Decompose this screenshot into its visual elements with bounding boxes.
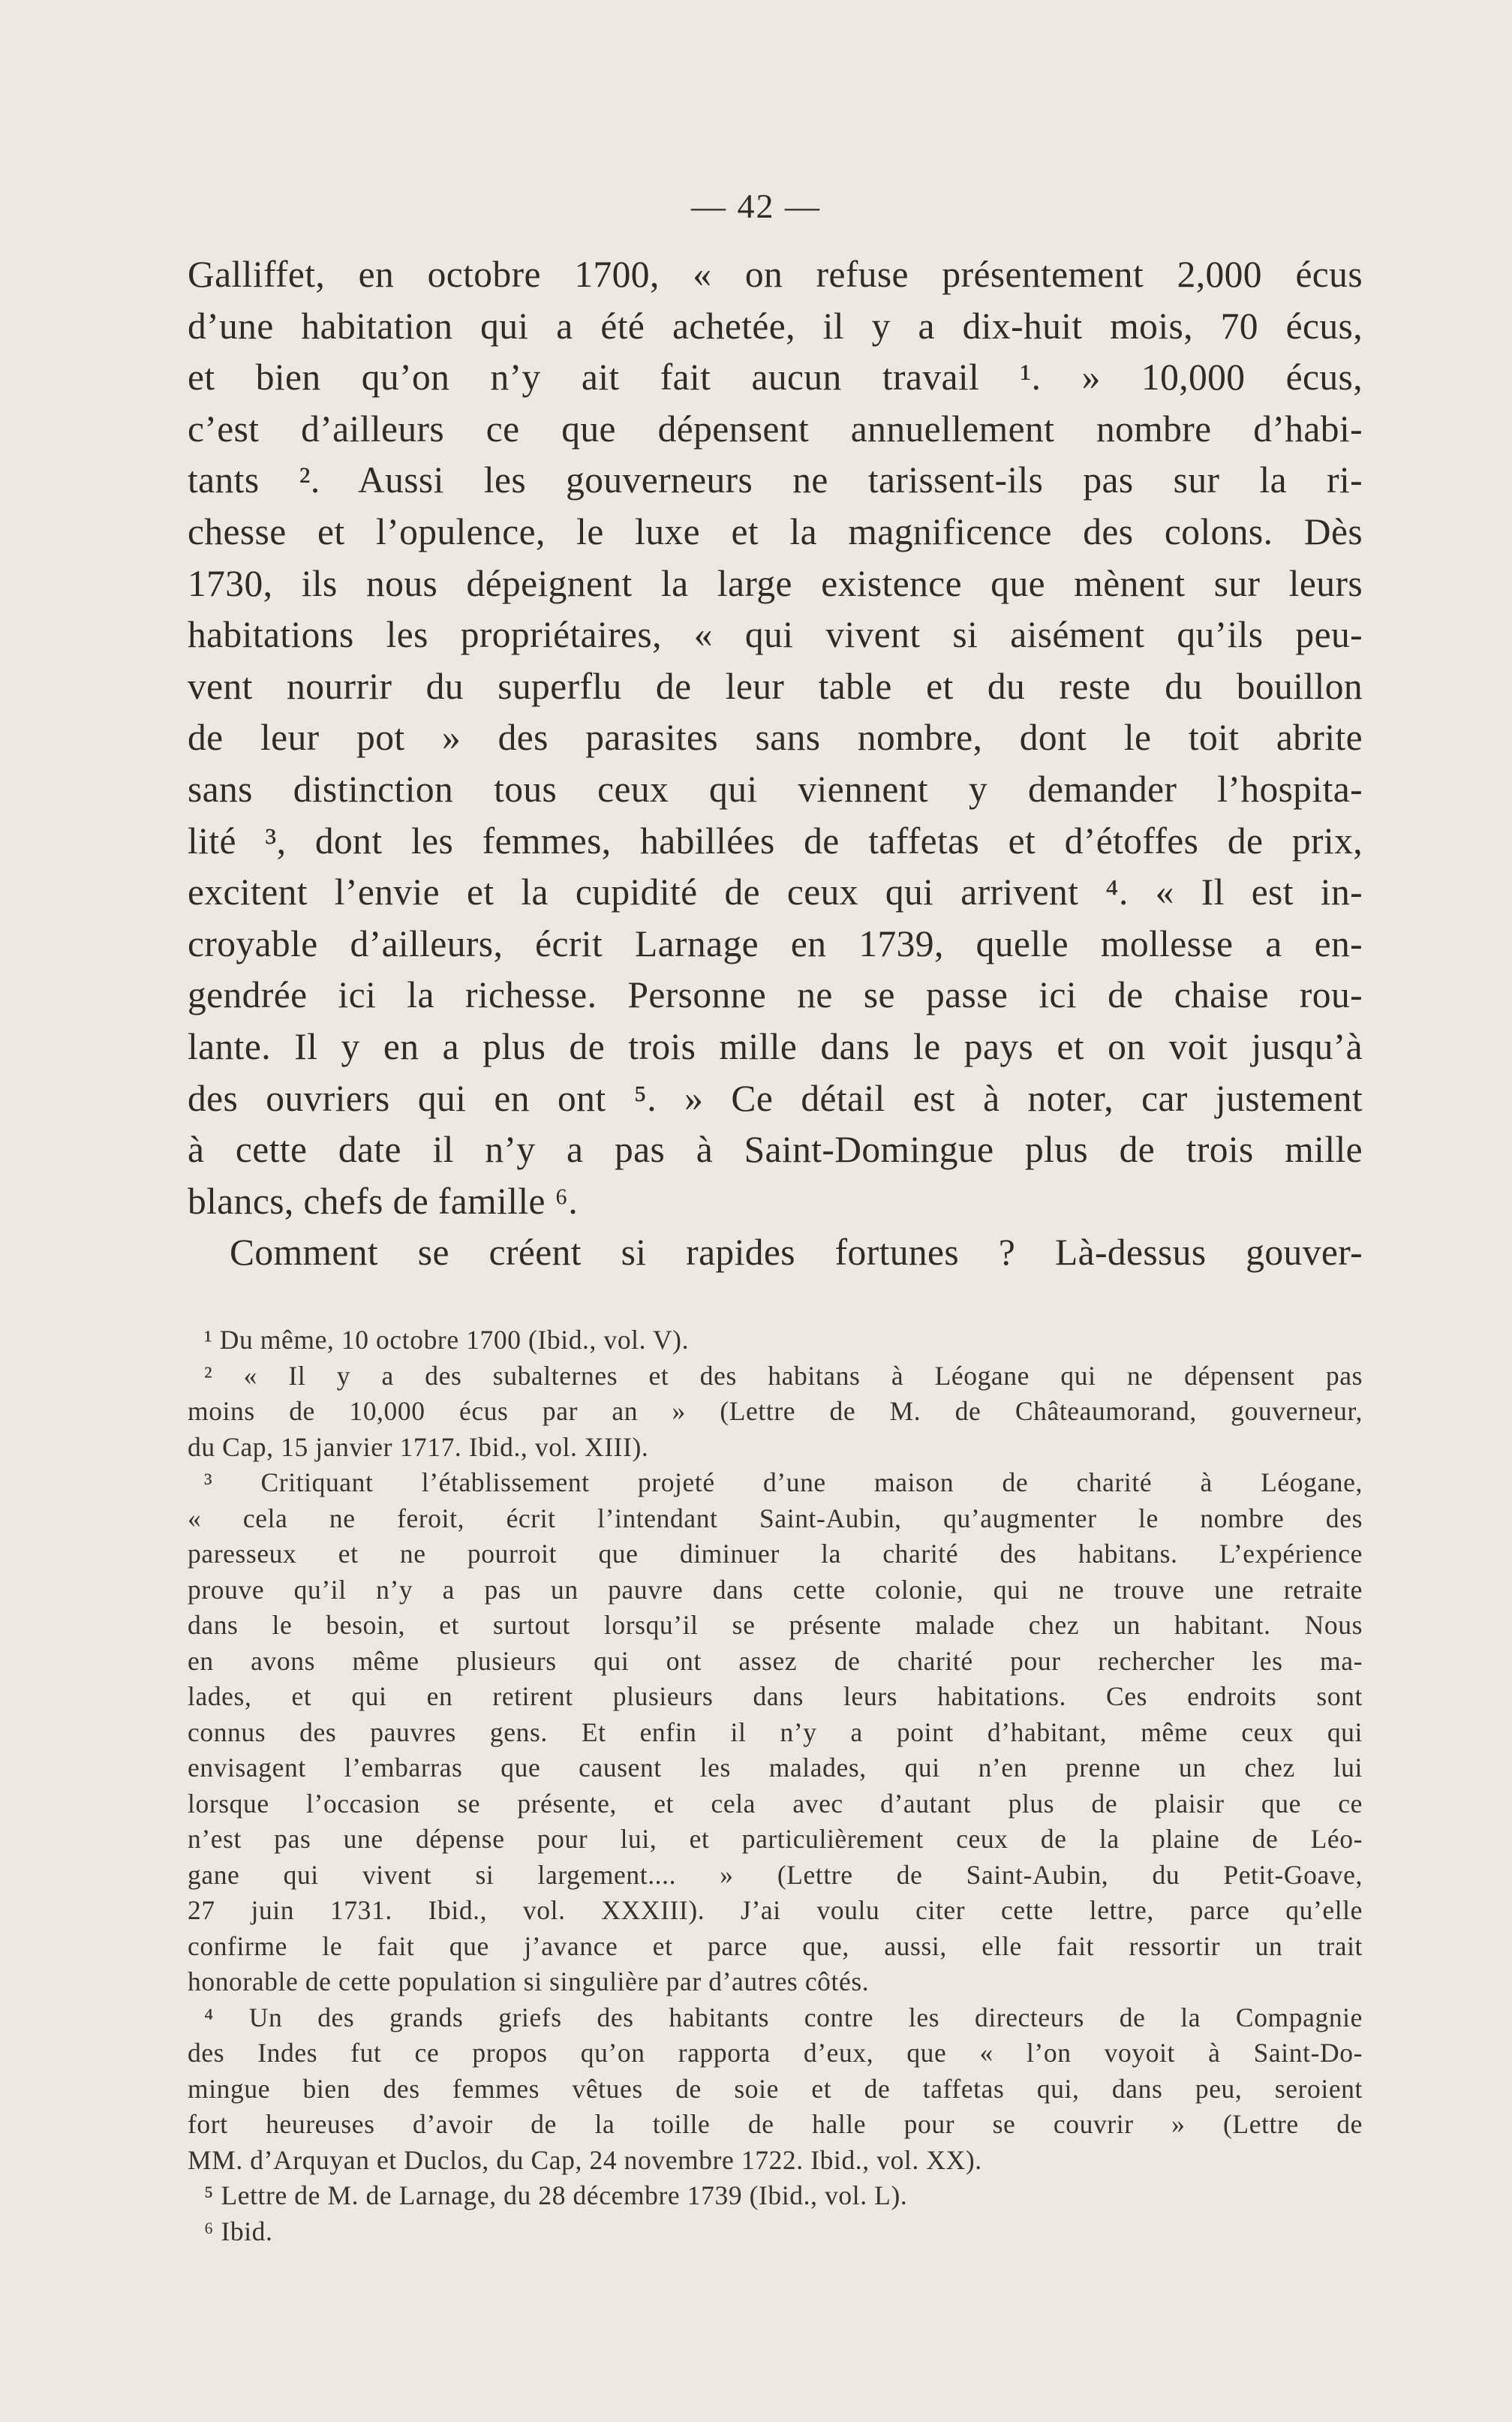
- footnote-line: du Cap, 15 janvier 1717. Ibid., vol. XIII).: [188, 1431, 649, 1462]
- footnote-line: gane qui vivent si largement.... » (Lettre de Saint-Aubin, du Petit-Goave,: [188, 1859, 1363, 1890]
- footnotes: [188, 1322, 1363, 2249]
- footnote-line: connus des pauvres gens. Et enfin il n’y a point d’habitant, même ceux qui: [188, 1716, 1363, 1747]
- footnote-line: des Indes fut ce propos qu’on rapporta d’eux, que « l’on voyoit à Saint-Do-: [188, 2038, 1363, 2068]
- footnote-line: paresseux et ne pourroit que diminuer la charité des habitans. L’expérience: [188, 1539, 1363, 1569]
- footnote-line: lades, et qui en retirent plusieurs dans leurs habitations. Ces endroits sont: [188, 1681, 1363, 1711]
- body-line: Galliffet, en octobre 1700, « on refuse présentement 2,000 écus: [188, 254, 1363, 295]
- footnote-line: ⁴ Un des grands griefs des habitants contre les directeurs de la Compagnie: [204, 2002, 1363, 2032]
- footnote-line: lorsque l’occasion se présente, et cela avec d’autant plus de plaisir que ce: [188, 1788, 1363, 1819]
- footnote-line: dans le besoin, et surtout lorsqu’il se présente malade chez un habitant. Nous: [188, 1610, 1363, 1640]
- body-line: blancs, chefs de famille ⁶.: [188, 1180, 579, 1222]
- footnote-line: MM. d’Arquyan et Duclos, du Cap, 24 novembre 1722. Ibid., vol. XX).: [188, 2144, 982, 2175]
- footnote-line: envisagent l’embarras que causent les malades, qui n’en prenne un chez lui: [188, 1753, 1363, 1783]
- footnote-line: « cela ne feroit, écrit l’intendant Saint-Aubin, qu’augmenter le nombre des: [188, 1503, 1363, 1533]
- body-line: tants ². Aussi les gouverneurs ne tarissent-ils pas sur la ri-: [188, 459, 1363, 501]
- footnote-line: 27 juin 1731. Ibid., vol. XXXIII). J’ai voulu citer cette lettre, parce qu’elle: [188, 1895, 1363, 1925]
- footnote-line: moins de 10,000 écus par an » (Lettre de M. de Châteaumorand, gouverneur,: [188, 1396, 1363, 1426]
- body-line: 1730, ils nous dépeignent la large existence que mènent sur leurs: [188, 562, 1363, 604]
- footnote-line: honorable de cette population si singulière par d’autres côtés.: [188, 1966, 870, 1996]
- body-line: lité ³, dont les femmes, habillées de taffetas et d’étoffes de prix,: [188, 820, 1363, 862]
- footnote-line: n’est pas une dépense pour lui, et particulièrement ceux de la plaine de Léo-: [188, 1824, 1363, 1854]
- footnote-line: mingue bien des femmes vêtues de soie et de taffetas qui, dans peu, seroient: [188, 2073, 1363, 2104]
- body-line: vent nourrir du superflu de leur table et du reste du bouillon: [188, 665, 1363, 707]
- body-line: excitent l’envie et la cupidité de ceux qui arrivent ⁴. « Il est in-: [188, 871, 1363, 913]
- body-line: sans distinction tous ceux qui viennent y demander l’hospita-: [188, 768, 1363, 810]
- body-text: [188, 249, 1363, 1279]
- page-number: — 42 —: [691, 187, 821, 225]
- footnote-line: ⁵ Lettre de M. de Larnage, du 28 décembre 1739 (Ibid., vol. L).: [204, 2180, 908, 2210]
- body-line: habitations les propriétaires, « qui vivent si aisément qu’ils peu-: [188, 614, 1363, 656]
- body-line: gendrée ici la richesse. Personne ne se passe ici de chaise rou-: [188, 974, 1363, 1016]
- body-line: et bien qu’on n’y ait fait aucun travail ¹. » 10,000 écus,: [188, 357, 1363, 399]
- body-line: à cette date il n’y a pas à Saint-Domingue plus de trois mille: [188, 1129, 1363, 1171]
- footnote-line: ³ Critiquant l’établissement projeté d’une maison de charité à Léogane,: [204, 1467, 1363, 1497]
- footnote-line: ¹ Du même, 10 octobre 1700 (Ibid., vol. V).: [204, 1325, 690, 1355]
- footnote-line: confirme le fait que j’avance et parce que, aussi, elle fait ressortir un trait: [188, 1930, 1363, 1961]
- footnote-line: ⁶ Ibid.: [204, 2216, 273, 2246]
- body-line: c’est d’ailleurs ce que dépensent annuellement nombre d’habi-: [188, 408, 1363, 450]
- body-line: de leur pot » des parasites sans nombre, dont le toit abrite: [188, 717, 1363, 759]
- body-line: chesse et l’opulence, le luxe et la magnificence des colons. Dès: [188, 510, 1363, 552]
- body-line: Comment se créent si rapides fortunes ? Là-dessus gouver-: [230, 1232, 1363, 1274]
- footnote-line: prouve qu’il n’y a pas un pauvre dans cette colonie, qui ne trouve une retraite: [188, 1574, 1363, 1605]
- body-line: lante. Il y en a plus de trois mille dans le pays et on voit jusqu’à: [188, 1025, 1363, 1067]
- body-line: croyable d’ailleurs, écrit Larnage en 1739, quelle mollesse a en-: [188, 922, 1363, 964]
- footnote-line: en avons même plusieurs qui ont assez de charité pour rechercher les ma-: [188, 1645, 1363, 1676]
- footnote-line: fort heureuses d’avoir de la toille de halle pour se couvrir » (Lettre de: [188, 2109, 1363, 2139]
- body-line: d’une habitation qui a été achetée, il y a dix-huit mois, 70 écus,: [188, 305, 1363, 347]
- body-line: des ouvriers qui en ont ⁵. » Ce détail est à noter, car justement: [188, 1077, 1363, 1119]
- footnote-line: ² « Il y a des subalternes et des habitans à Léogane qui ne dépensent pas: [204, 1360, 1363, 1391]
